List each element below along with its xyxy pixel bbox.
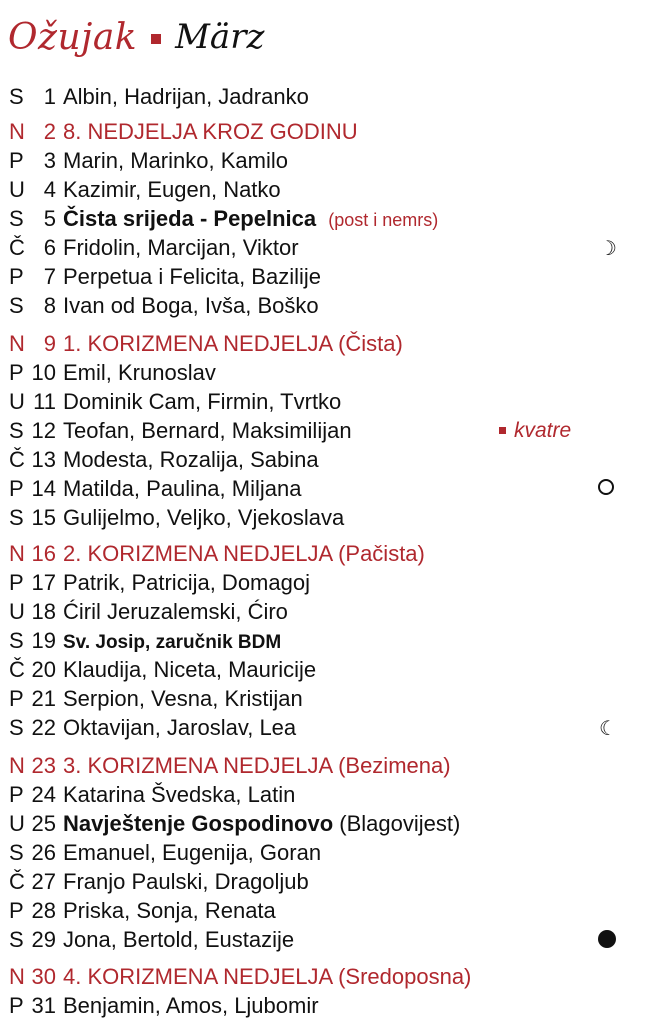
weekday-letter: S: [9, 927, 24, 952]
names-of-day: Priska, Sonja, Renata: [63, 898, 276, 923]
day-row: [0, 416, 667, 445]
day-names-text: [63, 474, 301, 503]
day-names-text: [63, 262, 321, 291]
day-number: 8: [43, 293, 56, 318]
weekday-letter: S: [9, 84, 24, 109]
day-number: 25: [31, 811, 56, 836]
names-of-day: Emanuel, Eugenija, Goran: [63, 840, 322, 865]
day-names-text: [63, 204, 438, 235]
day-number: 6: [43, 235, 56, 260]
day-names-text: [63, 416, 352, 445]
month-title-german: März: [175, 17, 265, 57]
day-number: 12: [31, 418, 56, 443]
day-row: [0, 867, 667, 896]
names-of-day: Oktavijan, Jaroslav, Lea: [63, 715, 297, 740]
weekday-letter: S: [9, 840, 24, 865]
day-names-text: [63, 387, 341, 416]
new-moon-icon: [598, 930, 616, 948]
day-number: 9: [43, 331, 56, 356]
sunday-row: [0, 117, 667, 146]
day-names-text: [63, 233, 299, 262]
weekday-letter: S: [9, 293, 24, 318]
day-names-text: [63, 962, 471, 991]
day-row: [0, 262, 667, 291]
weekday-letter: U: [9, 599, 25, 624]
kvatre-square-icon: [499, 427, 506, 434]
names-of-day: Katarina Švedska, Latin: [63, 782, 296, 807]
names-of-day: Patrik, Patricija, Domagoj: [63, 570, 310, 595]
weekday-letter: Č: [9, 447, 25, 472]
day-number: 21: [31, 686, 56, 711]
names-of-day: Franjo Paulski, Dragoljub: [63, 869, 309, 894]
sunday-row: [0, 539, 667, 568]
day-number: 2: [43, 119, 56, 144]
names-of-day: Serpion, Vesna, Kristijan: [63, 686, 303, 711]
day-names-text: [63, 809, 460, 838]
month-header: [8, 12, 264, 62]
day-number: 19: [31, 628, 56, 653]
names-of-day: Klaudija, Niceta, Mauricije: [63, 657, 317, 682]
day-number: 17: [31, 570, 56, 595]
names-of-day: Albin, Hadrijan, Jadranko: [63, 84, 309, 109]
day-row: [0, 175, 667, 204]
day-names-text: [63, 117, 358, 146]
kvatre-marker: [499, 416, 571, 445]
weekday-letter: U: [9, 177, 25, 202]
day-row: [0, 445, 667, 474]
weekday-letter: P: [9, 686, 24, 711]
day-row: [0, 655, 667, 684]
day-number: 30: [31, 964, 56, 989]
day-number: 16: [31, 541, 56, 566]
names-of-day: Matilda, Paulina, Miljana: [63, 476, 302, 501]
day-row: [0, 809, 667, 838]
first-quarter-moon-icon: ☽: [599, 238, 617, 260]
feast-alt-name: (Blagovijest): [339, 811, 461, 836]
names-of-day: Perpetua i Felicita, Bazilije: [63, 264, 322, 289]
weekday-letter: U: [9, 811, 25, 836]
names-of-day: Ivan od Boga, Ivša, Boško: [63, 293, 319, 318]
weekday-letter: U: [9, 389, 25, 414]
day-names-text: [63, 655, 316, 684]
sunday-row: [0, 329, 667, 358]
day-row: [0, 684, 667, 713]
day-number: 7: [43, 264, 56, 289]
day-number: 24: [31, 782, 56, 807]
day-row: [0, 626, 667, 655]
weekday-letter: S: [9, 628, 24, 653]
weekday-letter: P: [9, 898, 24, 923]
day-number: 22: [31, 715, 56, 740]
day-row: [0, 233, 667, 262]
names-of-day: Teofan, Bernard, Maksimilijan: [63, 418, 352, 443]
day-names-text: [63, 329, 403, 358]
names-of-day: Navještenje Gospodinovo: [63, 811, 334, 836]
names-of-day: Marin, Marinko, Kamilo: [63, 148, 288, 173]
sunday-title: 8. NEDJELJA KROZ GODINU: [63, 119, 358, 144]
day-names-text: [63, 626, 281, 657]
day-names-text: [63, 991, 319, 1020]
day-names-text: [63, 867, 309, 896]
day-number: 10: [31, 360, 56, 385]
weekday-letter: Č: [9, 869, 25, 894]
day-names-text: [63, 838, 321, 867]
day-names-text: [63, 445, 319, 474]
weekday-letter: P: [9, 148, 24, 173]
day-names-text: [63, 896, 276, 925]
day-row: [0, 387, 667, 416]
names-of-day: Jona, Bertold, Eustazije: [63, 927, 295, 952]
day-row: [0, 780, 667, 809]
day-number: 23: [31, 753, 56, 778]
day-row: [0, 991, 667, 1020]
day-names-text: [63, 291, 319, 320]
weekday-letter: P: [9, 264, 24, 289]
names-of-day: Emil, Krunoslav: [63, 360, 216, 385]
day-number: 28: [31, 898, 56, 923]
weekday-letter: P: [9, 360, 24, 385]
weekday-letter: P: [9, 993, 24, 1018]
day-names-text: [63, 925, 294, 954]
weekday-letter: P: [9, 476, 24, 501]
day-names-text: [63, 539, 425, 568]
weekday-letter: N: [9, 753, 25, 778]
weekday-letter: N: [9, 119, 25, 144]
sunday-title: 4. KORIZMENA NEDJELJA (Sredoposna): [63, 964, 472, 989]
sunday-row: [0, 962, 667, 991]
day-names-text: [63, 713, 296, 742]
day-row: [0, 503, 667, 532]
names-of-day: Ćiril Jeruzalemski, Ćiro: [63, 599, 288, 624]
sunday-title: 3. KORIZMENA NEDJELJA (Bezimena): [63, 753, 451, 778]
day-names-text: [63, 597, 288, 626]
weekday-letter: S: [9, 505, 24, 530]
sunday-title: 1. KORIZMENA NEDJELJA (Čista): [63, 331, 403, 356]
full-moon-icon: [598, 479, 614, 495]
day-number: 1: [43, 84, 56, 109]
kvatre-label: kvatre: [514, 419, 572, 442]
day-names-text: [63, 751, 451, 780]
day-names-text: [63, 146, 288, 175]
day-names-text: [63, 503, 344, 532]
day-names-text: [63, 568, 310, 597]
day-row: [0, 597, 667, 626]
last-quarter-moon-icon: ☾: [599, 718, 617, 740]
fasting-note: (post i nemrs): [328, 210, 439, 230]
day-number: 27: [31, 869, 56, 894]
names-of-day: Dominik Cam, Firmin, Tvrtko: [63, 389, 342, 414]
sunday-row: [0, 751, 667, 780]
day-row: [0, 358, 667, 387]
weekday-letter: N: [9, 331, 25, 356]
weekday-letter: S: [9, 418, 24, 443]
title-separator-square: [151, 34, 161, 44]
day-number: 31: [31, 993, 56, 1018]
day-number: 3: [43, 148, 56, 173]
day-number: 5: [43, 206, 56, 231]
day-number: 4: [43, 177, 56, 202]
weekday-letter: P: [9, 782, 24, 807]
day-row: [0, 474, 667, 503]
day-names-text: [63, 175, 281, 204]
weekday-letter: P: [9, 570, 24, 595]
names-of-day: Modesta, Rozalija, Sabina: [63, 447, 319, 472]
names-of-day: Čista srijeda - Pepelnica: [63, 206, 317, 231]
weekday-letter: N: [9, 541, 25, 566]
day-number: 11: [33, 389, 56, 414]
names-of-day: Kazimir, Eugen, Natko: [63, 177, 281, 202]
day-row: [0, 204, 667, 233]
day-row: [0, 82, 667, 111]
day-number: 26: [31, 840, 56, 865]
day-names-text: [63, 358, 216, 387]
day-row: [0, 896, 667, 925]
day-row: [0, 925, 667, 954]
weekday-letter: N: [9, 964, 25, 989]
day-row: [0, 291, 667, 320]
names-of-day: Sv. Josip, zaručnik BDM: [63, 632, 282, 653]
weekday-letter: Č: [9, 235, 25, 260]
day-number: 15: [31, 505, 56, 530]
weekday-letter: S: [9, 206, 24, 231]
day-names-text: [63, 780, 295, 809]
names-of-day: Gulijelmo, Veljko, Vjekoslava: [63, 505, 345, 530]
day-row: [0, 146, 667, 175]
day-number: 14: [31, 476, 56, 501]
sunday-title: 2. KORIZMENA NEDJELJA (Pačista): [63, 541, 425, 566]
day-number: 29: [31, 927, 56, 952]
day-number: 13: [31, 447, 56, 472]
day-number: 20: [31, 657, 56, 682]
weekday-letter: S: [9, 715, 24, 740]
day-row: [0, 713, 667, 742]
weekday-letter: Č: [9, 657, 25, 682]
day-row: [0, 838, 667, 867]
names-of-day: Benjamin, Amos, Ljubomir: [63, 993, 319, 1018]
names-of-day: Fridolin, Marcijan, Viktor: [63, 235, 299, 260]
day-names-text: [63, 684, 303, 713]
day-names-text: [63, 82, 309, 111]
day-row: [0, 568, 667, 597]
day-number: 18: [31, 599, 56, 624]
month-title-croatian: Ožujak: [8, 16, 138, 58]
